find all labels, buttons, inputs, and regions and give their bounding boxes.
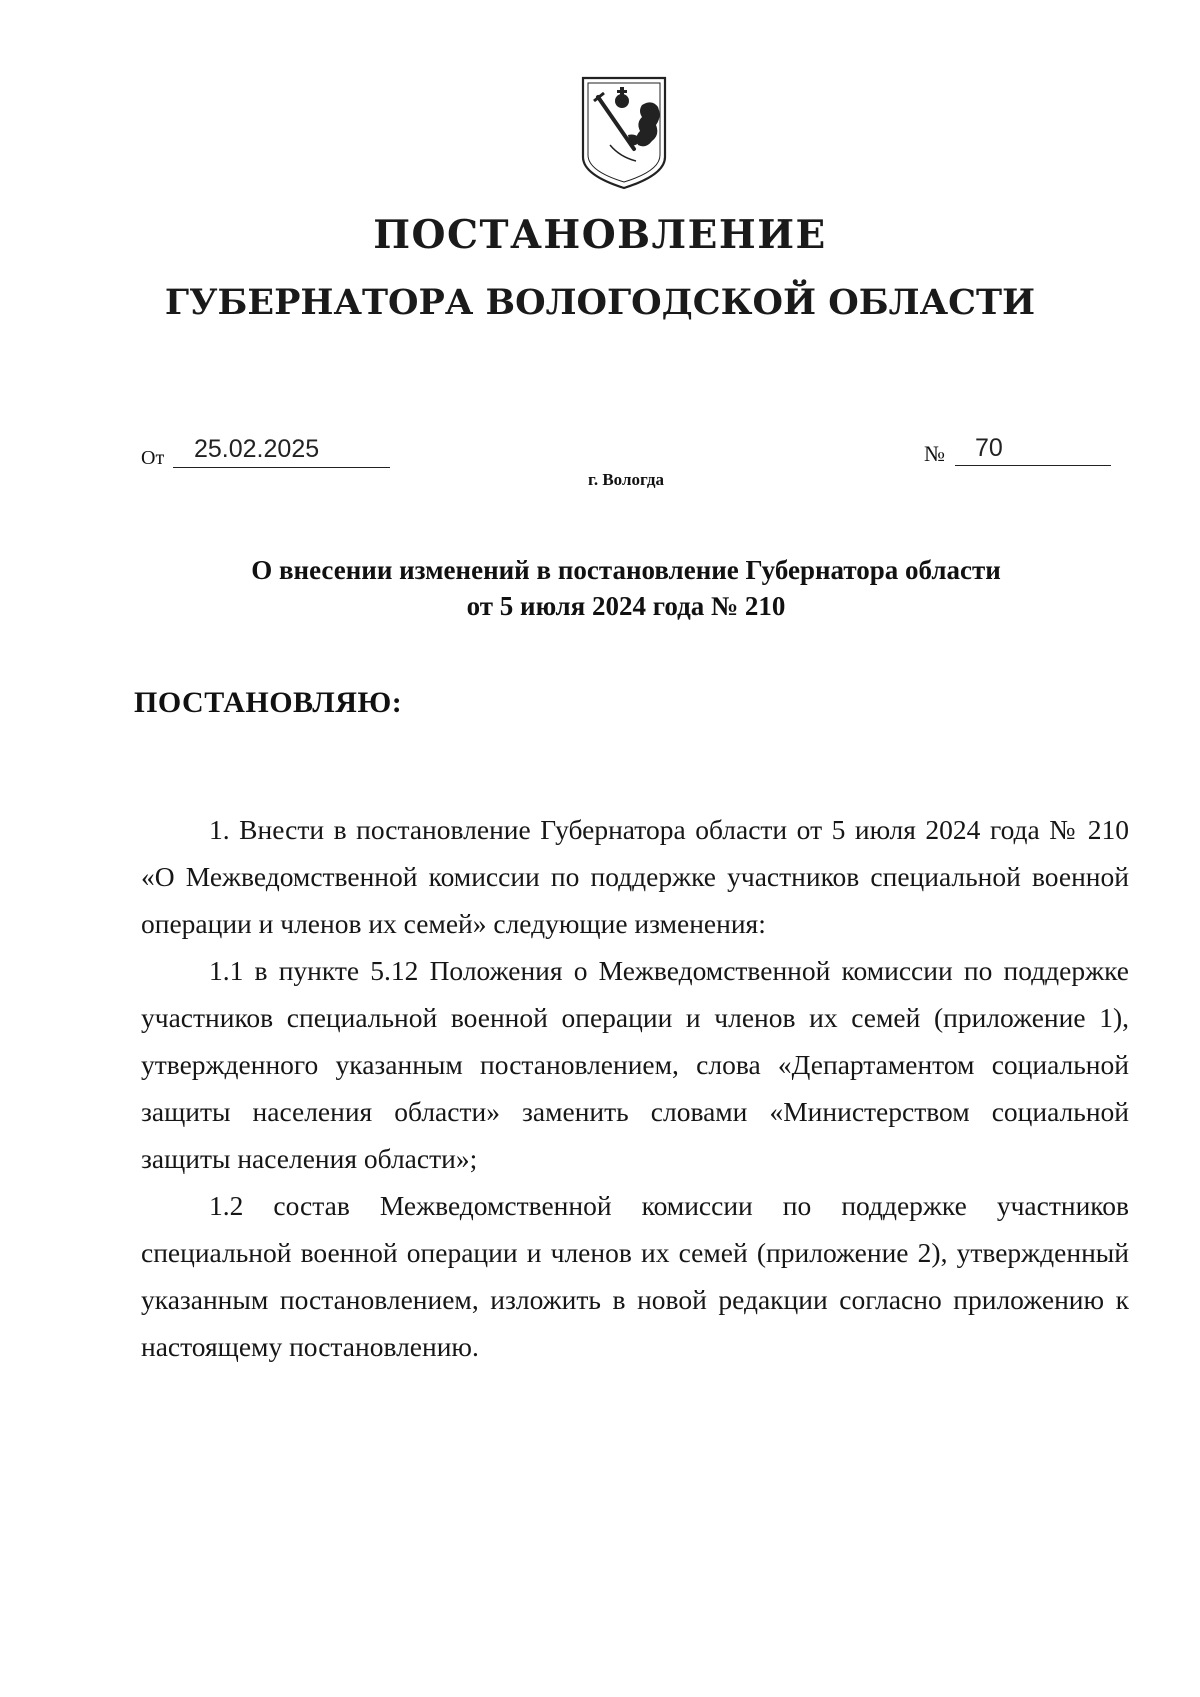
document-subject xyxy=(0,552,1200,624)
document-city: г. Вологда xyxy=(588,470,664,489)
decree-heading: ПОСТАНОВЛЯЮ: xyxy=(134,686,403,719)
date-prefix: От xyxy=(141,447,165,469)
document-number: 70 xyxy=(975,434,1003,462)
issuer-title: ГУБЕРНАТОРА ВОЛОГОДСКОЙ ОБЛАСТИ xyxy=(164,282,1036,323)
document-title: ПОСТАНОВЛЕНИЕ xyxy=(373,212,827,258)
date-underline xyxy=(173,467,390,468)
number-underline xyxy=(955,465,1111,466)
document-body xyxy=(141,806,1129,1370)
document-date: 25.02.2025 xyxy=(194,435,320,463)
body-paragraph-2: 1.1 в пункте 5.12 Положения о Межведомственной комиссии по поддержке участников специальной военной операции и членов их семей (приложение 1), утвержденного указанным постановлением, слова «Департаментом социальной защиты населения области» заменить словами «Министерством социальной защиты населения области»; xyxy=(141,955,1129,1174)
subject-line-1: О внесении изменений в постановление Губернатора области xyxy=(251,555,1001,585)
subject-line-2: от 5 июля 2024 года № 210 xyxy=(466,591,786,621)
number-prefix: № xyxy=(924,441,945,466)
vologda-coat-of-arms-icon xyxy=(580,75,668,191)
body-paragraph-3: 1.2 состав Межведомственной комиссии по поддержке участников специальной военной операции и членов их семей (приложение 2), утвержденный указанным постановлением, изложить в новой редакции согласно приложению к настоящему постановлению. xyxy=(141,1190,1129,1362)
body-paragraph-1: 1. Внести в постановление Губернатора области от 5 июля 2024 года № 210 «О Межведомственной комиссии по поддержке участников специальной военной операции и членов их семей» следующие изменения: xyxy=(141,814,1129,939)
